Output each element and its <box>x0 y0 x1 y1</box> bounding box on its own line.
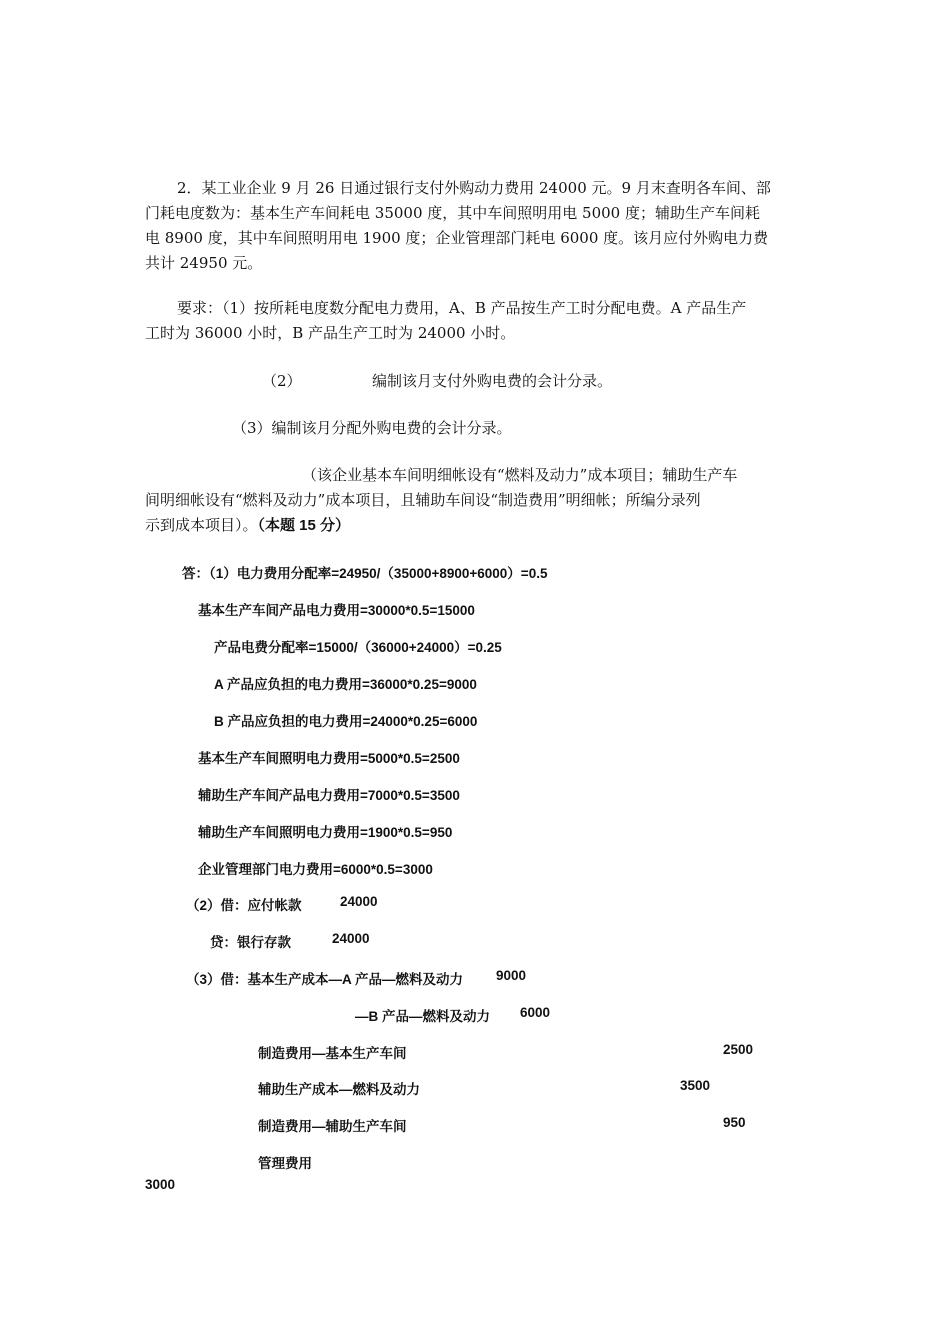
score-note: （本题 15 分） <box>257 517 351 534</box>
question-intro-line-4: 共计 24950 元。 <box>145 254 263 272</box>
journal-3-line-5-amount: 950 <box>723 1115 746 1130</box>
journal-2-debit-amount: 24000 <box>340 894 378 909</box>
requirement-line-2: 工时为 36000 小时，B 产品生产工时为 24000 小时。 <box>145 324 516 342</box>
journal-3-line-1-label: （3）借：基本生产成本—A 产品—燃料及动力 <box>186 972 464 987</box>
answer-line-5: B 产品应负担的电力费用=24000*0.25=6000 <box>214 714 478 729</box>
journal-3-line-4-amount: 3500 <box>680 1078 711 1093</box>
answer-line-3: 产品电费分配率=15000/（36000+24000）=0.25 <box>214 640 502 655</box>
note-line-2: 间明细帐设有“燃料及动力”成本项目，且辅助车间设“制造费用”明细帐；所编分录列 <box>145 491 701 509</box>
requirement-3: （3）编制该月分配外购电费的会计分录。 <box>232 419 512 437</box>
journal-3-line-4-label: 辅助生产成本—燃料及动力 <box>258 1082 420 1097</box>
answer-line-1: 答：（1）电力费用分配率=24950/（35000+8900+6000）=0.5 <box>182 566 548 581</box>
journal-2-credit-amount: 24000 <box>332 931 370 946</box>
journal-3-line-2-amount: 6000 <box>520 1005 551 1020</box>
question-intro-line-3: 电 8900 度，其中车间照明用电 1900 度；企业管理部门耗电 6000 度。该月应付外购电力费 <box>145 229 769 247</box>
answer-line-4: A 产品应负担的电力费用=36000*0.25=9000 <box>214 677 477 692</box>
note-line-3 <box>145 513 350 538</box>
question-intro-line-1: 2．某工业企业 9 月 26 日通过银行支付外购动力费用 24000 元。9 月末查明各车间、部 <box>177 179 771 197</box>
journal-3-line-6-label: 管理费用 <box>258 1156 312 1171</box>
journal-3-line-1-amount: 9000 <box>496 968 527 983</box>
answer-line-8: 辅助生产车间照明电力费用=1900*0.5=950 <box>198 825 453 840</box>
journal-2-credit-label: 贷：银行存款 <box>210 935 291 950</box>
requirement-2-number: （2） <box>262 372 302 390</box>
journal-2-debit-label: （2）借：应付帐款 <box>186 898 302 913</box>
note-line-3-text: 示到成本项目）。 <box>145 516 258 534</box>
answer-line-9: 企业管理部门电力费用=6000*0.5=3000 <box>198 862 433 877</box>
journal-3-line-3-amount: 2500 <box>723 1042 754 1057</box>
question-intro-line-2: 门耗电度数为：基本生产车间耗电 35000 度，其中车间照明用电 5000 度；辅助生产车间耗 <box>145 204 760 222</box>
journal-3-line-3-label: 制造费用—基本生产车间 <box>258 1046 407 1061</box>
requirement-2-text: 编制该月支付外购电费的会计分录。 <box>372 372 613 390</box>
requirement-line-1: 要求：（1）按所耗电度数分配电力费用，A、B 产品按生产工时分配电费。A 产品生产 <box>177 299 747 317</box>
answer-line-7: 辅助生产车间产品电力费用=7000*0.5=3500 <box>198 788 460 803</box>
answer-line-6: 基本生产车间照明电力费用=5000*0.5=2500 <box>198 751 460 766</box>
journal-3-line-2-label: —B 产品—燃料及动力 <box>355 1009 490 1024</box>
answer-line-2: 基本生产车间产品电力费用=30000*0.5=15000 <box>198 603 475 618</box>
note-line-1: （该企业基本车间明细帐设有“燃料及动力”成本项目；辅助生产车 <box>302 466 738 484</box>
journal-3-line-5-label: 制造费用—辅助生产车间 <box>258 1119 407 1134</box>
journal-3-line-6-amount: 3000 <box>145 1177 176 1192</box>
